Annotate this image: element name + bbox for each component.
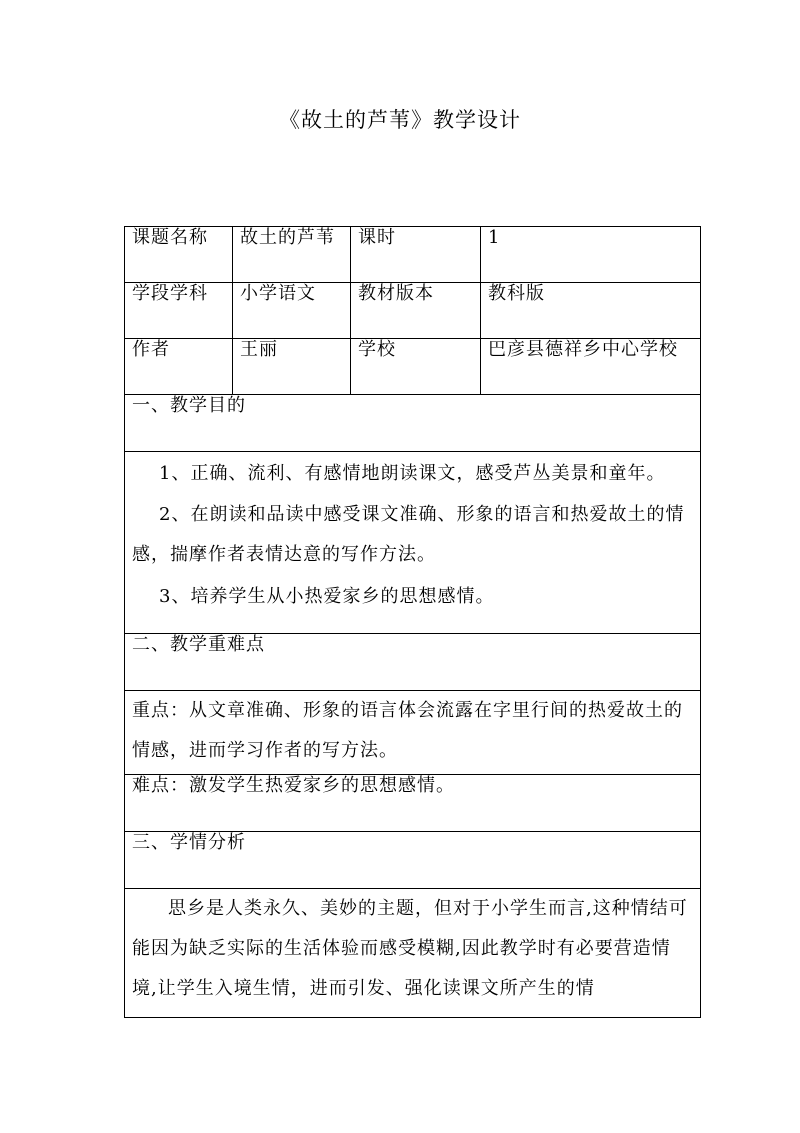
table-row	[125, 227, 701, 283]
analysis-cell	[125, 889, 701, 1018]
table-row	[125, 395, 701, 452]
value-stage-subject: 小学语文	[233, 283, 351, 339]
table-row	[125, 283, 701, 339]
table-row	[125, 775, 701, 832]
key-point-cell	[125, 691, 701, 775]
document-title: 《故土的芦苇》教学设计	[279, 108, 521, 132]
label-stage-subject: 学段学科	[125, 283, 233, 339]
table-row	[125, 832, 701, 889]
section-heading-key-points: 二、教学重难点	[125, 634, 701, 691]
label-course-name: 课题名称	[125, 227, 233, 283]
label-textbook-edition: 教材版本	[351, 283, 481, 339]
table-row	[125, 889, 701, 1018]
table-row	[125, 691, 701, 775]
value-school: 巴彦县德祥乡中心学校	[481, 339, 701, 395]
section-heading-goals: 一、教学目的	[125, 395, 701, 452]
analysis-text: 思乡是人类永久、美妙的主题，但对于小学生而言,这种情结可能因为缺乏实际的生活体验而感受模糊,因此教学时有必要营造情境,让学生入境生情，进而引发、强化读课文所产生的情	[132, 898, 688, 999]
value-course-name: 故土的芦苇	[233, 227, 351, 283]
value-class-hours: 1	[481, 227, 701, 283]
table-row	[125, 339, 701, 395]
label-class-hours: 课时	[351, 227, 481, 283]
table-row	[125, 634, 701, 691]
label-author: 作者	[125, 339, 233, 395]
label-school: 学校	[351, 339, 481, 395]
table-row	[125, 452, 701, 634]
goals-cell	[125, 452, 701, 634]
value-author: 王丽	[233, 339, 351, 395]
goal-item: 2、在朗读和品读中感受课文准确、形象的语言和热爱故土的情感，揣摩作者表情达意的写作方法。	[132, 504, 685, 565]
goal-item: 1、正确、流利、有感情地朗读课文，感受芦丛美景和童年。	[159, 463, 666, 484]
difficult-point-text: 难点：激发学生热爱家乡的思想感情。	[125, 775, 701, 832]
key-point-text: 重点：从文章准确、形象的语言体会流露在字里行间的热爱故土的情感，进而学习作者的写方法。	[132, 700, 683, 761]
section-heading-analysis: 三、学情分析	[125, 832, 701, 889]
goal-item: 3、培养学生从小热爱家乡的思想感情。	[159, 586, 495, 607]
value-textbook-edition: 教科版	[481, 283, 701, 339]
lesson-plan-table	[124, 226, 701, 1018]
